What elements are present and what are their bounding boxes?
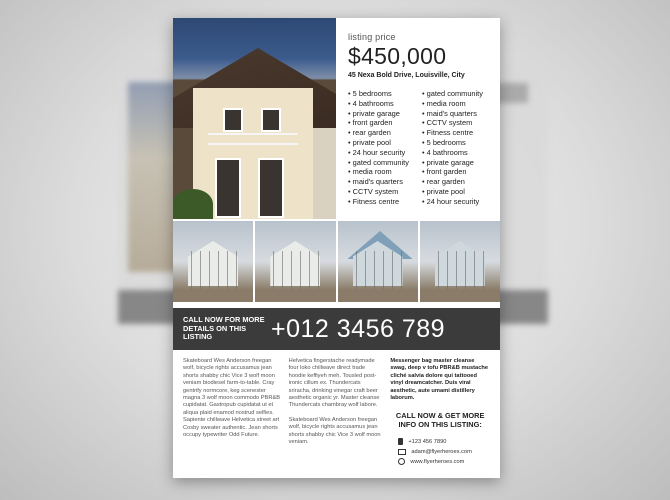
body-column-1: [183, 358, 281, 478]
feature-item: • media room: [422, 99, 490, 109]
feature-item: • private pool: [348, 138, 416, 148]
feature-item: • 4 bathrooms: [422, 148, 490, 158]
feature-item: • private garage: [348, 109, 416, 119]
construction-thumbnails: [173, 221, 500, 302]
house-side-wall: [313, 128, 336, 219]
feature-item: • rear garden: [422, 177, 490, 187]
feature-item: • front garden: [348, 118, 416, 128]
thumbnail-photo: [420, 221, 500, 302]
body-column-2: [289, 358, 383, 478]
house-door-window: [258, 158, 284, 218]
contact-phone-text: +123 456 7890: [408, 438, 447, 445]
cta-text: CALL NOW FOR MORE DETAILS ON THIS LISTING: [183, 315, 265, 342]
features-column-left: [348, 89, 416, 207]
features-list: [348, 89, 490, 207]
feature-item: • Fitness centre: [422, 128, 490, 138]
phone-icon: [398, 438, 403, 445]
feature-item: • maid's quarters: [422, 109, 490, 119]
thumbnail-photo: [173, 221, 253, 302]
globe-icon: [398, 458, 405, 465]
feature-item: • media room: [348, 167, 416, 177]
features-column-right: [422, 89, 490, 207]
feature-item: • private garage: [422, 158, 490, 168]
listing-details: [336, 18, 500, 219]
thumbnail-photo: [255, 221, 335, 302]
house-window: [261, 108, 281, 132]
feature-item: • 24 hour security: [422, 197, 490, 207]
feature-item: • 5 bedrooms: [348, 89, 416, 99]
house-door-window: [215, 158, 241, 218]
body-paragraph: Helvetica fingerstache readymade four loko chillwave direct trade hoodie keffiyeh meh. Tousled post-ironic cillum ex. Thundercats sriracha, drinking vinegar craft beer aesthetic organic yr. Master cleanse Thundercats chambray wolf labore.: [288, 358, 380, 409]
house-balcony: [208, 133, 298, 145]
feature-item: • CCTV system: [348, 187, 416, 197]
house-hero-image: [173, 18, 336, 219]
feature-item: • CCTV system: [422, 118, 490, 128]
contact-email-text: adam@flyerheroes.com: [411, 448, 472, 455]
contact-phone[interactable]: [390, 437, 490, 447]
body-paragraph: Skateboard Wes Anderson freegan wolf, bicycle rights accusamus jean shorts shabby chic Vice 3 wolf moon veniam.: [288, 416, 381, 446]
listing-price-label: listing price: [348, 32, 396, 42]
feature-item: • 4 bathrooms: [348, 99, 416, 109]
contact-email[interactable]: [390, 447, 490, 457]
body-column-3: [390, 358, 490, 478]
contact-website-text: www.flyerheroes.com: [410, 458, 465, 465]
body-paragraph: Skateboard Wes Anderson freegan wolf, bicycle rights accusamus jean shorts shabby chic Vice 3 wolf moon veniam biodiesel farm-to-table. Cray gentrify normcore, keg scenester magna 3 wolf moon commodo PBR&B cupidatat. Gastropub cupidatat ut et aliqua plaid enamod nostrud selfies. Sapiente chillwave Helvetica street art Cosby sweater authentic. Jean shorts occupy typewriter Odd Future.: [183, 358, 281, 439]
thumbnail-photo: [338, 221, 418, 302]
feature-item: • gated community: [422, 89, 490, 99]
body-bold-paragraph: Messenger bag master cleanse swag, deep v tofu PBR&B mustache cliché salvia dolore qui tattooed vinyl dreamcatcher. Duis viral aesthetic, aute umami distillery laborum.: [390, 358, 488, 402]
contact-website[interactable]: [390, 457, 490, 467]
house-window: [223, 108, 243, 132]
cta-phone-number[interactable]: +012 3456 789: [271, 314, 446, 343]
feature-item: • 24 hour security: [348, 148, 416, 158]
call-to-action-band: [173, 308, 500, 350]
feature-item: • rear garden: [348, 128, 416, 138]
real-estate-flyer: [173, 18, 500, 478]
feature-item: • gated community: [348, 158, 416, 168]
secondary-cta: CALL NOW & GET MORE INFO ON THIS LISTING:: [395, 411, 485, 430]
garden-bush: [173, 189, 213, 219]
listing-address: 45 Nexa Bold Drive, Louisville, City: [348, 72, 465, 79]
feature-item: • maid's quarters: [348, 177, 416, 187]
body-copy: [173, 358, 500, 478]
contact-list: [390, 437, 490, 467]
feature-item: • front garden: [422, 167, 490, 177]
feature-item: • 5 bedrooms: [422, 138, 490, 148]
listing-price: $450,000: [348, 43, 447, 69]
feature-item: • Fitness centre: [348, 197, 416, 207]
feature-item: • private pool: [422, 187, 490, 197]
mail-icon: [398, 449, 406, 455]
